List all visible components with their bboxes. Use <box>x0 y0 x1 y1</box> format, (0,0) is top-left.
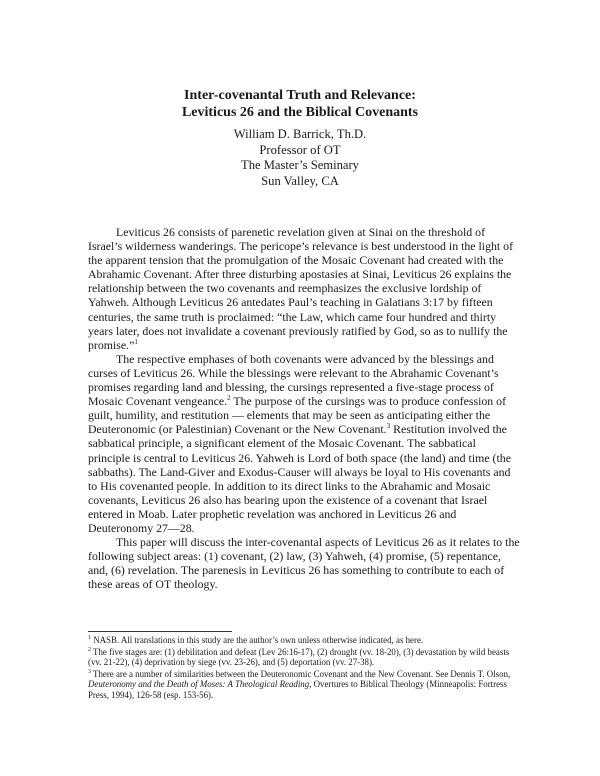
footnote-2-text: The five stages are: (1) debilitation and defeat (Lev 26:16-17), (2) drought (vv. 18-20), (3) devastation by wild beasts (vv. 21-22), (4) deprivation by siege (vv. 23-26), and (5) deportation (vv. 27-38). <box>88 646 510 668</box>
title-line-1: Inter-covenantal Truth and Relevance: <box>184 88 416 103</box>
paragraph-1 <box>88 225 520 352</box>
paragraph-2-part-c: Restitution involved the sabbatical principle, a significant element of the Mosaic Covenant. The sabbatical principle is central to Leviticus 26. Yahweh is Lord of both space (the land) and time (the sabbaths). The Land-Giver and Exodus-Causer will always be loyal to His covenants and to His covenanted people. In addition to its direct links to the Abrahamic and Mosaic covenants, Leviticus 26 also has bearing upon the existence of a covenant that Israel entered in Moab. Later prophetic revelation was anchored in Leviticus 26 and Deuteronomy 27—28. <box>88 422 511 535</box>
paragraph-2-part-a: The respective emphases of both covenants were advanced by the blessings and curses of Leviticus 26. While the blessings were relevant to the Abrahamic Covenant’s promises regarding land and blessing, the cursings represented a five-stage process of Mosaic Covenant vengeance. <box>88 351 499 409</box>
footnote-3-book-title: Deuteronomy and the Death of Moses: A Theological Reading <box>88 679 310 690</box>
author-position: Professor of OT <box>259 142 341 157</box>
author-institution: The Master’s Seminary <box>241 158 359 172</box>
author-location: Sun Valley, CA <box>261 173 339 188</box>
footnote-2-number: 2 <box>88 646 91 653</box>
footnote-1-number: 1 <box>88 635 91 642</box>
footnote-3-text-pre: There are a number of similarities between the Deuteronomic Covenant and the New Covenant. See Dennis T. Olson, <box>91 668 511 679</box>
author-block <box>0 127 600 189</box>
footnote-1 <box>88 635 520 646</box>
footnotes <box>88 635 520 702</box>
paragraph-2-part-b: The purpose of the cursings was to produce confession of guilt, humility, and restitution — elements that may be seen as anticipating either the Deuteronomic (or Palestinian) Covenant or the New Covenant. <box>88 394 507 437</box>
footnote-2 <box>88 647 520 668</box>
title-line-2: Leviticus 26 and the Biblical Covenants <box>181 105 419 120</box>
paper-title <box>0 87 600 121</box>
paragraph-3: This paper will discuss the inter-covenantal aspects of Leviticus 26 as it relates to the following subject areas: (1) covenant, (2) law, (3) Yahweh, (4) promise, (5) repentance, and, (6) revelation. The parenesis in Leviticus 26 has something to contribute to each of these areas of OT theology. <box>88 535 520 592</box>
body-text <box>88 225 520 591</box>
footnote-3 <box>88 669 520 701</box>
footnote-3-text-post: , Overtures to Biblical Theology (Minneapolis: Fortress Press, 1994), 126-58 (esp. 153-56). <box>88 679 507 700</box>
footnote-divider <box>88 631 232 632</box>
footnote-ref-1: 1 <box>134 337 138 346</box>
footnote-ref-2: 2 <box>227 394 231 403</box>
footnote-1-text: NASB. All translations in this study are the author’s own unless otherwise indicated, as here. <box>91 635 424 645</box>
paragraph-2 <box>88 352 520 535</box>
paragraph-1-text: Leviticus 26 consists of parenetic revelation given at Sinai on the threshold of Israel’s wilderness wanderings. The pericope’s relevance is best understood in the light of the apparent tension that the promulgation of the Mosaic Covenant had created with the Abrahamic Covenant. After three disturbing apostasies at Sinai, Leviticus 26 explains the relationship between the two covenants and reemphasizes the exclusive lordship of Yahweh. Although Leviticus 26 antedates Paul’s teaching in Galatians 3:17 by fifteen centuries, the same truth is proclaimed: “the Law, which came four hundred and thirty years later, does not invalidate a covenant previously ratified by God, so as to nullify the promise.” <box>88 225 514 352</box>
footnote-3-number: 3 <box>88 668 91 675</box>
footnote-ref-3: 3 <box>386 422 391 431</box>
author-name: William D. Barrick, Th.D. <box>233 127 367 141</box>
